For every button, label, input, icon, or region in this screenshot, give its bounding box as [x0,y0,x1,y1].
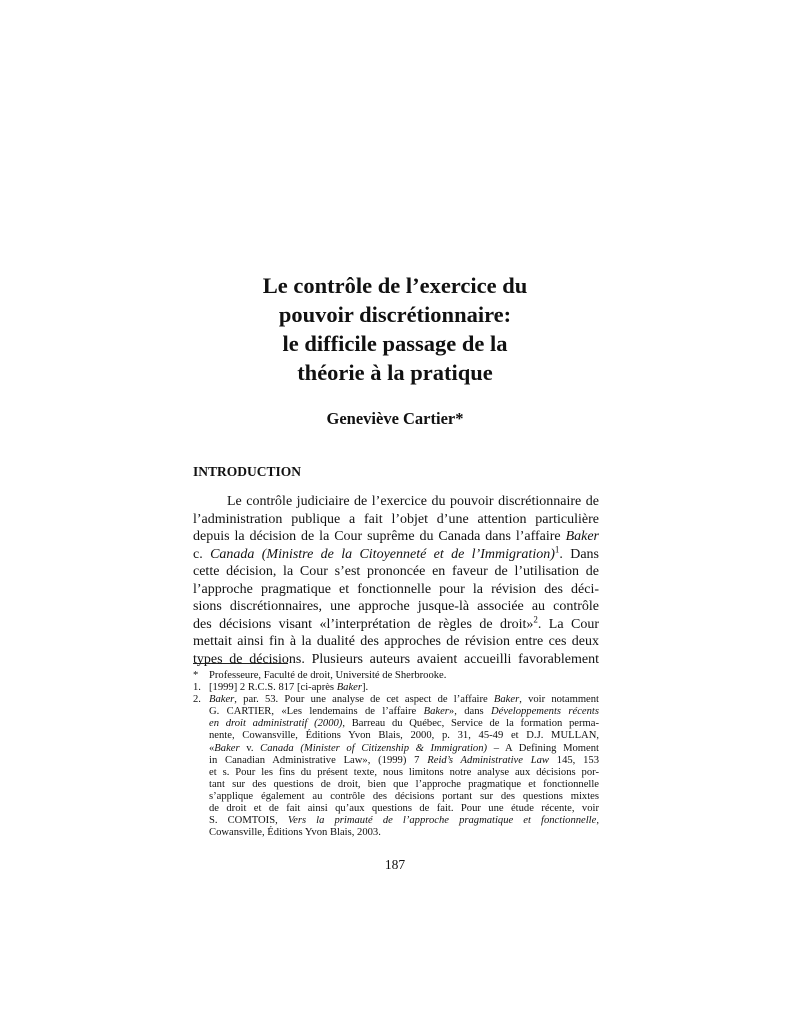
text: , Barreau du Québec, Service de la formation perma- [342,718,600,730]
text: G. CARTIER, «Les lendemains de l’affaire [209,706,424,718]
footnote-line: de droit et de fait ainsi qu’aux questions de fait. Pour une étude récente, voir [209,803,599,815]
body-line: cette décision, la Cour s’est prononcée en faveur de l’utilisation de [193,564,599,579]
footnote-line [209,743,599,755]
body-line [193,528,599,546]
footnote-line: s’applique également au contrôle des décisions portant sur des questions mixtes [209,790,599,802]
text: , voir notamment [519,694,599,706]
title-line: théorie à la pratique [297,360,493,385]
text: , [596,815,599,827]
body-line: Le contrôle judiciaire de l’exercice du pouvoir discrétionnaire de [227,494,599,509]
footnotes [193,670,599,839]
case-name: Baker [336,682,362,694]
case-name: Canada (Minister of Citizenship & Immigration) [260,742,488,754]
case-name: Baker [493,694,520,706]
text: des décisions visant «l’interprétation de règles de droit» [193,616,534,632]
text: », dans [448,706,492,718]
body-line: l’administration publique a fait l’objet d’une attention particulière [193,511,599,527]
case-name: Canada (Ministre de la Citoyenneté et de l’Immigration) [210,546,555,562]
page-number: 187 [384,857,406,872]
text: , par. 53. Pour une analyse de cet aspect de l’affaire [234,694,494,706]
footnote-line: nente, Cowansville, Éditions Yvon Blais, 2000, p. 31, 45-49 et D.J. MULLAN, [209,730,599,742]
footnote-1 [193,682,599,694]
publication-title: en droit administratif (2000) [209,718,343,730]
author-name: Geneviève Cartier* [326,409,464,428]
title-line: le difficile passage de la [282,331,508,356]
body-line: l’approche pragmatique et fonctionnelle pour la révision des déci- [193,581,599,597]
body-line [193,613,599,634]
footnote-mark: * [193,670,199,681]
footnote-line [209,706,599,718]
case-name: Baker [209,694,235,706]
footnote-ref: 1 [554,543,560,554]
article-title [195,271,595,387]
text: 145, 153 [548,754,599,766]
text: « [209,742,215,754]
publication-title: Développements récents [491,706,599,718]
title-line: Le contrôle de l’exercice du [262,273,528,298]
case-name: Baker [214,742,240,754]
body-paragraph [193,493,599,668]
text: – A Defining Moment [487,742,599,754]
footnote-line: Professeure, Faculté de droit, Université de Sherbrooke. [209,670,447,681]
text: v. [239,742,261,754]
footnote-line: et s. Pour les fins du présent texte, nous limitons notre analyse aux décisions por- [209,766,599,778]
publication-title: Vers la primauté de l’approche pragmatique et fonctionnelle [287,815,597,827]
footnote-line [209,718,599,730]
footnote-line [209,682,599,694]
footnote-line [209,815,599,827]
footnote-line [209,755,599,767]
footnote-star [193,670,599,682]
footnote-ref: 2 [533,613,538,624]
footnote-separator [193,663,288,664]
text: depuis la décision de la Cour suprême du Canada dans l’affaire [193,529,566,544]
title-line: pouvoir discrétionnaire: [278,302,512,327]
footnote-2 [193,694,599,839]
text: . La Cour [537,616,599,632]
footnote-line [209,694,599,706]
text: . Dans [559,546,600,562]
body-line [193,543,600,564]
footnote-mark: 1. [193,682,201,694]
case-name: Baker [565,529,599,544]
case-name: Baker [423,706,449,718]
footnote-mark: 2. [193,694,201,706]
text: c. [193,546,211,562]
publication-title: Reid’s Administrative Law [427,754,549,766]
text: in Canadian Administrative Law», (1999) 7 [209,754,428,766]
section-heading: INTRODUCTION [193,464,302,479]
footnote-line: tant sur des questions de droit, bien que l’approche pragmatique et fonctionnelle [209,778,599,790]
text: ]. [362,682,369,694]
body-line: mettait ainsi fin à la dualité des approches de révision entre ces deux [193,634,599,649]
footnote-line: Cowansville, Éditions Yvon Blais, 2003. [209,827,381,839]
body-line: types de décisions. Plusieurs auteurs avaient accueilli favorablement [193,651,599,667]
text: [1999] 2 R.C.S. 817 [ci-après [209,682,337,694]
body-line: sions discrétionnaires, une approche jusque-là associée au contrôle [193,599,599,614]
text: S. COMTOIS, [209,815,288,827]
